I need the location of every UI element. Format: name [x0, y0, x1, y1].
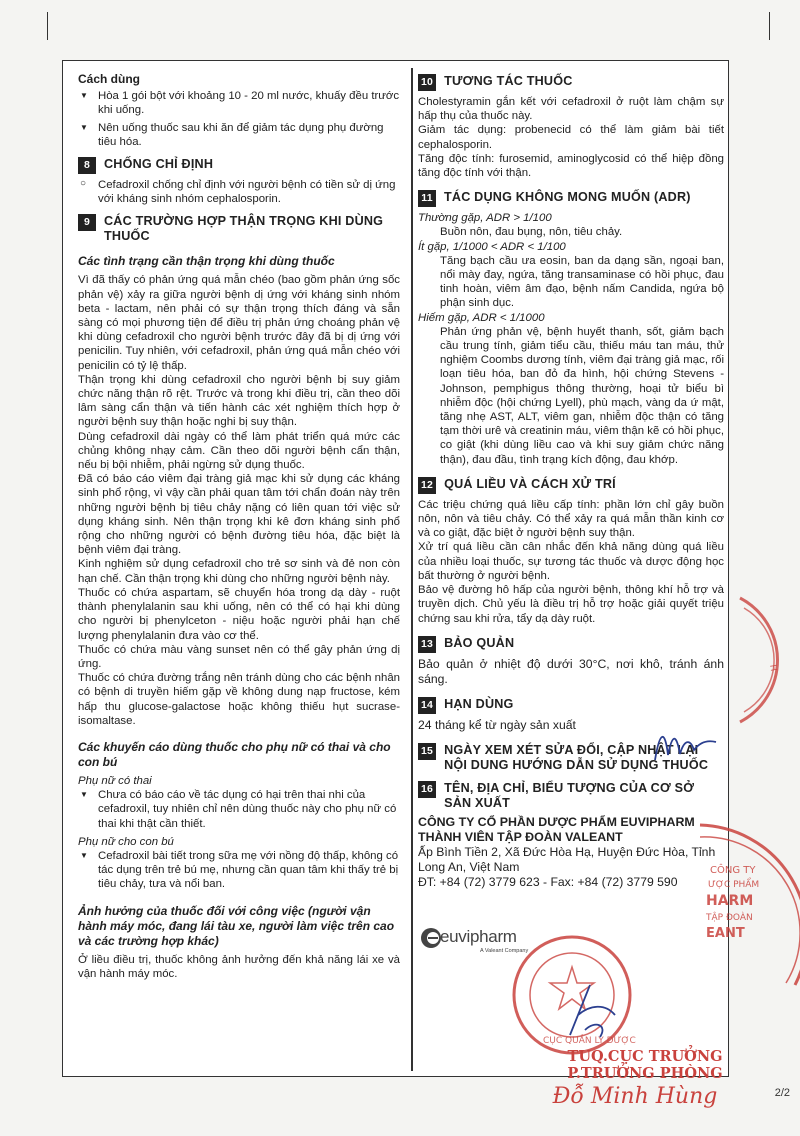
circle-bullet-icon: ○ — [80, 178, 87, 190]
adr-rare-label: Hiếm gặp, ADR < 1/1000 — [418, 311, 545, 324]
logo-tagline: A Valeant Company — [480, 948, 529, 954]
list-item: ▼ Cefadroxil bài tiết trong sữa mẹ với nồng độ thấp, không có tác dụng trên trẻ bú mẹ, nhưng cần quan tâm khi thấy trẻ bị tiêu chảy, tưa và nổi ban. — [80, 849, 399, 891]
section-16-heading — [418, 781, 724, 811]
approval-title — [560, 1048, 730, 1082]
section-title: HẠN DÙNG — [444, 696, 514, 711]
adr-rare-text: Phản ứng phản vệ, bệnh huyết thanh, sốt, giảm bạch cầu trung tính, giảm tiểu cầu, thiếu máu tan máu, thử nghiệm Coombs dương tính, viêm đại tràng giả mạc, rối loạn tiêu hóa, ban đỏ đa hình, hội chứng Stevens - Johnson, pemphigus thông thường, hoại tử biểu bì nhiễm độc (hội chứng Lyell), phù mạch, vàng da ứ mật, tăng nhẹ AST, ALT, viêm gan, nhiễm độc thận có tăng tạm thời urê và creatinin máu, viêm thận kẽ có hồi phục, co giật (khi dùng liều cao và khi suy giảm chức năng thận), đau đầu, tình trạng kích động, đau khớp. — [440, 325, 724, 466]
paragraph: Thuốc có chứa màu vàng sunset nên có thể gây phản ứng dị ứng. — [78, 643, 400, 670]
euvipharm-logo-icon — [420, 927, 442, 949]
svg-text:CÔNG TY: CÔNG TY — [710, 865, 756, 876]
right-column — [418, 72, 724, 890]
paragraph: Thận trọng khi dùng cefadroxil cho người bệnh bị suy giảm chức năng thận rõ rệt. Trước và trong khi điều trị, cần theo dõi lâm sàng cẩn thận và tiến hành các xét nghiệm thích hợp ở người bệnh suy thận hoặc nghi bị suy thận. — [78, 373, 400, 429]
nursing-label: Phụ nữ cho con bú — [78, 835, 174, 848]
section-number: 8 — [78, 157, 96, 174]
approval-line-2: P.TRƯỞNG PHÒNG — [567, 1065, 723, 1082]
storage-text: Bảo quản ở nhiệt độ dưới 30°C, nơi khô, tránh ánh sáng. — [418, 656, 724, 686]
paragraph: Tăng độc tính: furosemid, aminoglycosid có thể hiệp đồng tăng độc tính với thận. — [418, 152, 724, 180]
subsection-title: Các khuyến cáo dùng thuốc cho phụ nữ có thai và cho con bú — [78, 739, 391, 769]
paragraph: Giảm tác dụng: probenecid có thể làm giảm bài tiết cephalosporin. — [418, 124, 724, 151]
section-12-heading — [418, 477, 724, 494]
section-title: TÊN, ĐỊA CHỈ, BIỂU TƯỢNG CỦA CƠ SỞ SẢN XUẤT — [444, 780, 695, 810]
svg-text:H: H — [767, 663, 779, 673]
list-item: ○ Cefadroxil chống chỉ định với người bệnh có tiền sử dị ứng với kháng sinh nhóm cephalosporin. — [80, 178, 396, 206]
section-title: TÁC DỤNG KHÔNG MONG MUỐN (ADR) — [444, 190, 691, 205]
crop-mark — [38, 12, 48, 40]
paragraph: Kinh nghiệm sử dụng cefadroxil cho trẻ sơ sinh và đẻ non còn hạn chế. Cần thận trọng khi dùng cho những người bệnh này. — [78, 558, 400, 585]
paragraph: Ở liều điều trị, thuốc không ảnh hưởng đến khả năng lái xe và vận hành máy móc. — [78, 953, 400, 980]
section-11-heading — [418, 190, 724, 207]
pregnant-list — [78, 788, 400, 831]
bullet-icon: ▼ — [80, 790, 88, 800]
company-name: CÔNG TY CỔ PHẦN DƯỢC PHẨM EUVIPHARM THÀNH VIÊN TẬP ĐOÀN VALEANT — [418, 814, 695, 844]
bullet-icon: ▼ — [80, 91, 88, 101]
page-number: 2/2 — [774, 1087, 790, 1099]
section-number: 14 — [418, 697, 436, 714]
list-item: ▼ Nên uống thuốc sau khi ăn để giảm tác dụng phụ đường tiêu hóa. — [80, 121, 384, 148]
euvipharm-logo — [420, 926, 530, 960]
svg-text:ƯỢC PHẨM: ƯỢC PHẨM — [708, 880, 760, 890]
usage-title: Cách dùng — [78, 72, 140, 86]
section-title: BẢO QUẢN — [444, 635, 515, 650]
section-number: 12 — [418, 477, 436, 494]
subsection-title: Ảnh hưởng của thuốc đối với công việc (người vận hành máy móc, đang lái tàu xe, người làm việc trên cao và các trường hợp khác) — [78, 903, 395, 948]
paragraph: Thuốc có chứa đường trắng nên tránh dùng cho các bệnh nhân có bệnh di truyền hiếm gặp về không dung nạp fructose, kém hấp thu glucose-galactose hoặc không thiếu hụt sucrase-isomaltase. — [78, 672, 400, 727]
section-13-heading — [418, 636, 724, 653]
approval-line-1: TUQ.CỤC TRƯỞNG — [567, 1048, 723, 1065]
section-15-heading — [418, 743, 724, 773]
adr-uncommon-text: Tăng bạch cầu ưa eosin, ban da dạng sần, ngoại ban, nổi mày đay, ngứa, tăng transaminase có hồi phục, đau tinh hoàn, viêm âm đạo, bệnh nấm Candida, ngứa bộ phận sinh dục. — [440, 254, 724, 310]
section-title: NGÀY XEM XÉT SỬA ĐỔI, CẬP NHẬT LẠI NỘI DUNG HƯỚNG DẪN SỬ DỤNG THUỐC — [444, 742, 709, 772]
paragraph: Thuốc có chứa aspartam, sẽ chuyển hóa trong dạ dày - ruột thành phenylalanin sau khi uống, nên có thể có hại khi dùng cho người bị phenylceton - niệu hoặc người phải hạn chế lượng phenylalanin đưa vào cơ thể. — [78, 586, 400, 642]
section-9-heading — [78, 214, 400, 244]
paragraph: Đã có báo cáo viêm đại tràng giả mạc khi sử dụng các kháng sinh phổ rộng, vì vậy cần phải quan tâm tới chẩn đoán này trên những người bệnh bị tiêu chảy nặng có liên quan tới việc sử dụng kháng sinh. Nên thận trọng khi kê đơn kháng sinh phổ rộng cho những người có bệnh đường tiêu hóa, đặc biệt là bệnh viêm đại tràng. — [78, 473, 400, 557]
section-number: 9 — [78, 214, 96, 231]
approval-signature-name: Đỗ Minh Hùng — [552, 1084, 718, 1109]
pregnant-label: Phụ nữ có thai — [78, 774, 152, 787]
section-8-heading — [78, 157, 400, 174]
svg-text:TẬP ĐOÀN: TẬP ĐOÀN — [706, 913, 753, 923]
bullet-icon: ▼ — [80, 850, 88, 860]
contraindication-list — [78, 178, 400, 206]
column-divider — [411, 68, 413, 1071]
section-number: 15 — [418, 743, 436, 760]
company-phone-fax: ĐT: +84 (72) 3779 623 - Fax: +84 (72) 3779 590 — [418, 874, 678, 889]
list-item: ▼ Chưa có báo cáo về tác dụng có hại trên thai nhi của cefadroxil, tuy nhiên chỉ nên dùng thuốc này cho phụ nữ có thai khi thật cần thiết. — [80, 789, 397, 830]
subsection-title: Các tình trạng cần thận trọng khi dùng thuốc — [78, 254, 335, 269]
usage-list — [78, 89, 400, 149]
adr-uncommon-label: Ít gặp, 1/1000 < ADR < 1/100 — [418, 240, 566, 253]
paragraph: Dùng cefadroxil dài ngày có thể làm phát triển quá mức các chủng không nhạy cảm. Cần theo dõi người bệnh cẩn thận, nếu bị bội nhiễm, phải ngừng sử dụng thuốc. — [78, 430, 400, 472]
paragraph: Các triệu chứng quá liều cấp tính: phần lớn chỉ gây buồn nôn, nôn và tiêu chảy. Có thể xảy ra quá mẫn thần kinh cơ và co giật, đặc biệt ở người bệnh suy thận. — [418, 498, 724, 540]
section-number: 11 — [418, 190, 436, 207]
bullet-icon: ▼ — [80, 122, 88, 132]
adr-common-label: Thường gặp, ADR > 1/100 — [418, 212, 552, 225]
adr-common-text: Buồn nôn, đau bụng, nôn, tiêu chảy. — [440, 226, 623, 239]
section-10-heading — [418, 74, 724, 91]
svg-text:CỤC QUẢN LÝ DƯỢC: CỤC QUẢN LÝ DƯỢC — [543, 1036, 636, 1046]
list-item: ▼ Hòa 1 gói bột với khoảng 10 - 20 ml nước, khuấy đều trước khi uống. — [80, 90, 400, 117]
section-title: QUÁ LIỀU VÀ CÁCH XỬ TRÍ — [444, 476, 616, 491]
company-address: Ấp Bình Tiền 2, Xã Đức Hòa Hạ, Huyện Đức Hòa, Tỉnh Long An, Việt Nam — [418, 844, 716, 874]
crop-mark — [760, 12, 770, 40]
logo-wordmark: euvipharm — [440, 927, 517, 946]
section-title: TƯƠNG TÁC THUỐC — [444, 74, 573, 88]
nursing-list — [78, 849, 400, 892]
section-number: 16 — [418, 781, 436, 798]
section-number: 10 — [418, 74, 436, 91]
section-14-heading — [418, 697, 724, 714]
shelf-life-text: 24 tháng kể từ ngày sản xuất — [418, 717, 576, 732]
paragraph: Vì đã thấy có phản ứng quá mẫn chéo (bao gồm phản ứng sốc phản vệ) xảy ra giữa người bệnh dị ứng với kháng sinh nhóm beta - lactam, nên phải có sự thận trọng thích đáng và sẵn sàng có mọi phương tiện để điều trị phản ứng choáng phản vệ khi dùng cefadroxil cho người bệnh trước đây đã bị dị ứng với penicilin. Tuy nhiên, với cefadroxil, phản ứng quá mẫn chéo với penicilin có tỷ lệ thấp. — [78, 274, 400, 372]
section-number: 13 — [418, 636, 436, 653]
paragraph: Cholestyramin gắn kết với cefadroxil ở ruột làm chậm sự hấp thụ của thuốc này. — [418, 96, 724, 123]
section-title: CHỐNG CHỈ ĐỊNH — [104, 157, 214, 172]
section-title: CÁC TRƯỜNG HỢP THẬN TRỌNG KHI DÙNG THUỐC — [104, 214, 384, 244]
svg-text:EANT: EANT — [706, 926, 745, 941]
paragraph: Xử trí quá liều cần cân nhắc đến khả năng dùng quá liều của nhiều loại thuốc, sự tương tác thuốc và dược động học bất thường ở người bệnh. — [418, 541, 724, 582]
svg-text:HARM: HARM — [706, 893, 754, 909]
left-column — [78, 72, 400, 981]
paragraph: Bảo vệ đường hô hấp của người bệnh, thông khí hỗ trợ và truyền dịch. Chủ yếu là điều trị hỗ trợ hoặc giải quyết triệu chứng sau khi rửa, tẩy dạ dày ruột. — [418, 584, 724, 625]
